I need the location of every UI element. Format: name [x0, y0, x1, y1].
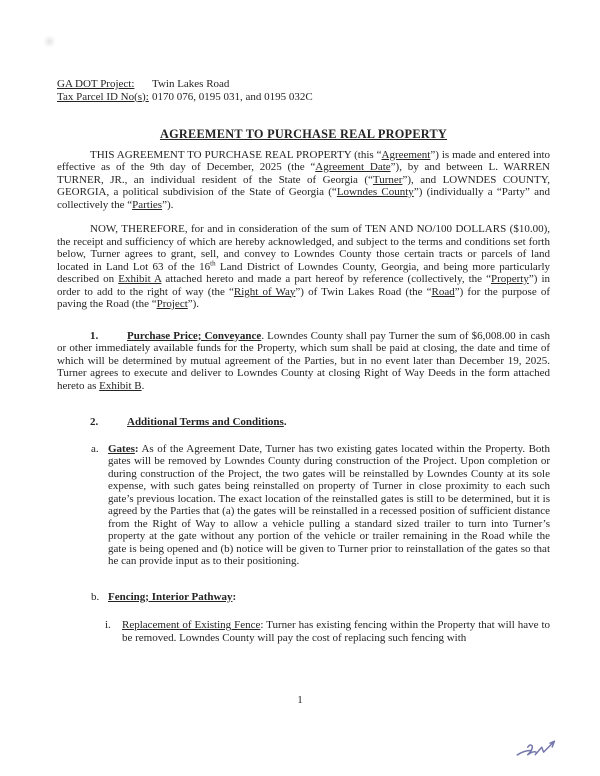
- list-marker: a.: [91, 442, 99, 455]
- document-header: [57, 78, 550, 103]
- sublist-item-text: Replacement of Existing Fence: Turner has existing fencing within the Property that will have to be removed. Lowndes County will pay the cost of replacing such fencing with: [122, 619, 550, 644]
- intro-paragraph: THIS AGREEMENT TO PURCHASE REAL PROPERTY (this “Agreement”) is made and entered into effective as of the 9th day of December, 2025 (the “Agreement Date”), by and between L. WARREN TURNER, JR., an individual resident of the State of Georgia (“Turner”), and LOWNDES COUNTY, GEORGIA, a political subdivision of the State of Georgia (“Lowndes County”) (individually a “Party” and collectively the “Parties”).: [57, 148, 551, 211]
- list-marker: b.: [91, 590, 100, 603]
- list-item-text: Fencing; Interior Pathway:: [108, 590, 237, 603]
- parcel-label: Tax Parcel ID No(s):: [57, 90, 149, 103]
- document-title: AGREEMENT TO PURCHASE REAL PROPERTY: [159, 127, 448, 141]
- project-label: GA DOT Project:: [57, 78, 135, 90]
- section-text: Purchase Price; Conveyance. Lowndes County shall pay Turner the sum of $6,008.00 in cash or other immediately available funds for the Property, which sum shall be paid at closing, the date and time of which will be determined by mutual agreement of the Parties, but in no event later than December 19, 2025. Turner agrees to execute and deliver to Lowndes County at closing Right of Way Deeds in the form attached hereto as Exhibit B.: [57, 329, 550, 392]
- section-additional-terms: [57, 416, 550, 429]
- header-row-project: [57, 78, 550, 91]
- parcel-value: 0170 076, 0195 031, and 0195 032C: [152, 90, 313, 103]
- consideration-paragraph: NOW, THEREFORE, for and in consideration of the sum of TEN AND NO/100 DOLLARS ($10.00), the receipt and sufficiency of which are hereby acknowledged, and subject to the terms and conditions set forth below, Turner agrees to grant, sell, and convey to Lowndes County those certain tracts or parcels of land located in Land Lot 63 of the 16th Land District of Lowndes County, Georgia, and being more particularly described on Exhibit A attached hereto and made a part hereof by reference (collectively, the “Property”) in order to add to the right of way (the “Right of Way”) of Twin Lakes Road (the “Road”) for the purpose of paving the Road (the “Project”).: [57, 223, 551, 310]
- page-number: 1: [297, 694, 303, 706]
- section-number: 1.: [90, 329, 99, 342]
- section-purchase-price: [57, 330, 550, 393]
- scan-smudge: [43, 35, 56, 48]
- list-item-text: Gates: As of the Agreement Date, Turner has two existing gates located within the Property. Both gates will be removed by Lowndes County during construction of the Project. Upon completion or during construction of the Project, the two gates will be reinstalled by Lowndes County at its sole expense, with such gates being reinstalled on property of Turner in close proximity to each such gate’s previous location. The exact location of the reinstalled gates is still to be determined, but it is agreed by the Parties that (a) the gates will be reinstalled in a recessed position of sufficient distance from the Right of Way to allow a vehicle pulling a standard sized trailer to turn into Turner’s property at the gate without any portion of the vehicle or trailer remaining in the Road while the gate is being opened and (b) notice will be given to Turner prior to reinstallation of the gates so that he can provide input as to their positioning.: [108, 442, 550, 567]
- list-item-gates: [91, 443, 550, 568]
- section-text: Additional Terms and Conditions.: [127, 416, 287, 428]
- handwritten-initials: [513, 734, 577, 768]
- sublist-item-fence-replacement: [105, 619, 550, 644]
- section-number: 2.: [90, 416, 99, 428]
- list-item-fencing: [91, 591, 550, 604]
- project-value: Twin Lakes Road: [152, 78, 230, 90]
- header-row-parcel: [57, 91, 550, 104]
- sublist-marker: i.: [105, 619, 111, 631]
- document-content: [57, 78, 550, 644]
